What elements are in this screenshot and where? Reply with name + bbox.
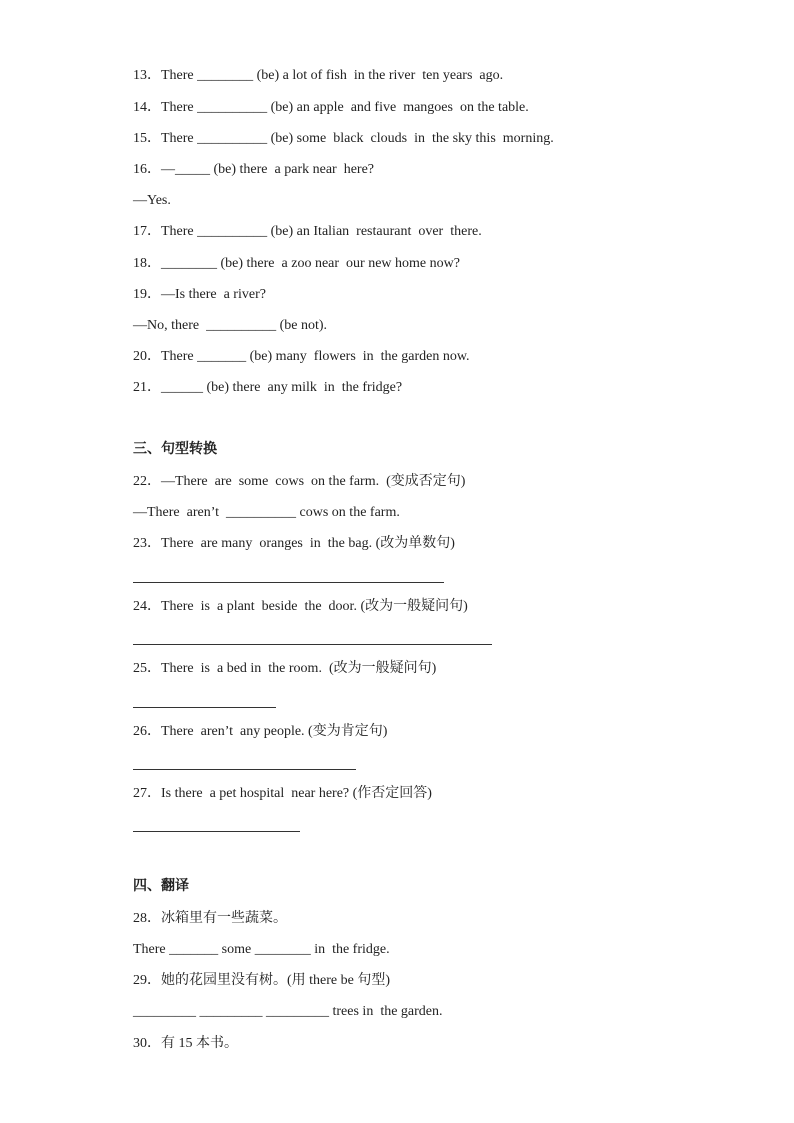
section-title-3: 三、句型转换: [133, 442, 217, 457]
question-28: 28．冰箱里有一些蔬菜。: [133, 911, 287, 926]
answer-line-27: [133, 831, 300, 832]
question-13: 13．There ________ (be) a lot of fish in the river ten years ago.: [133, 68, 504, 83]
answer-line-25: [133, 707, 276, 708]
question-27: 27．Is there a pet hospital near here? (作否定回答): [133, 786, 432, 801]
question-24: 24．There is a plant beside the door. (改为一般疑问句): [133, 599, 468, 614]
question-29: 29．她的花园里没有树。(用 there be 句型): [133, 973, 391, 988]
question-29-answer: _________ _________ _________ trees in the garden.: [133, 1004, 443, 1019]
question-23: 23．There are many oranges in the bag. (改为单数句): [133, 536, 455, 551]
answer-line-26: [133, 769, 356, 770]
question-19: 19．—Is there a river?: [133, 287, 266, 302]
question-16-answer: —Yes.: [133, 193, 171, 208]
question-21: 21．______ (be) there any milk in the fridge?: [133, 380, 403, 395]
question-22: 22．—There are some cows on the farm. (变成否定句): [133, 474, 466, 489]
answer-line-24: [133, 644, 492, 645]
question-20: 20．There _______ (be) many flowers in the garden now.: [133, 349, 470, 364]
question-17: 17．There __________ (be) an Italian restaurant over there.: [133, 224, 482, 239]
question-18: 18．________ (be) there a zoo near our new home now?: [133, 256, 460, 271]
section-title-4: 四、翻译: [133, 879, 189, 894]
question-30: 30．有 15 本书。: [133, 1036, 238, 1051]
question-16: 16．—_____ (be) there a park near here?: [133, 162, 375, 177]
answer-line-23: [133, 582, 444, 583]
question-22-answer: —There aren’t __________ cows on the farm.: [133, 505, 400, 520]
question-28-answer: There _______ some ________ in the fridge.: [133, 942, 390, 957]
question-25: 25．There is a bed in the room. (改为一般疑问句): [133, 661, 437, 676]
question-14: 14．There __________ (be) an apple and five mangoes on the table.: [133, 100, 529, 115]
question-19-answer: —No, there __________ (be not).: [133, 318, 328, 333]
question-26: 26．There aren’t any people. (变为肯定句): [133, 724, 388, 739]
question-15: 15．There __________ (be) some black clouds in the sky this morning.: [133, 131, 554, 146]
